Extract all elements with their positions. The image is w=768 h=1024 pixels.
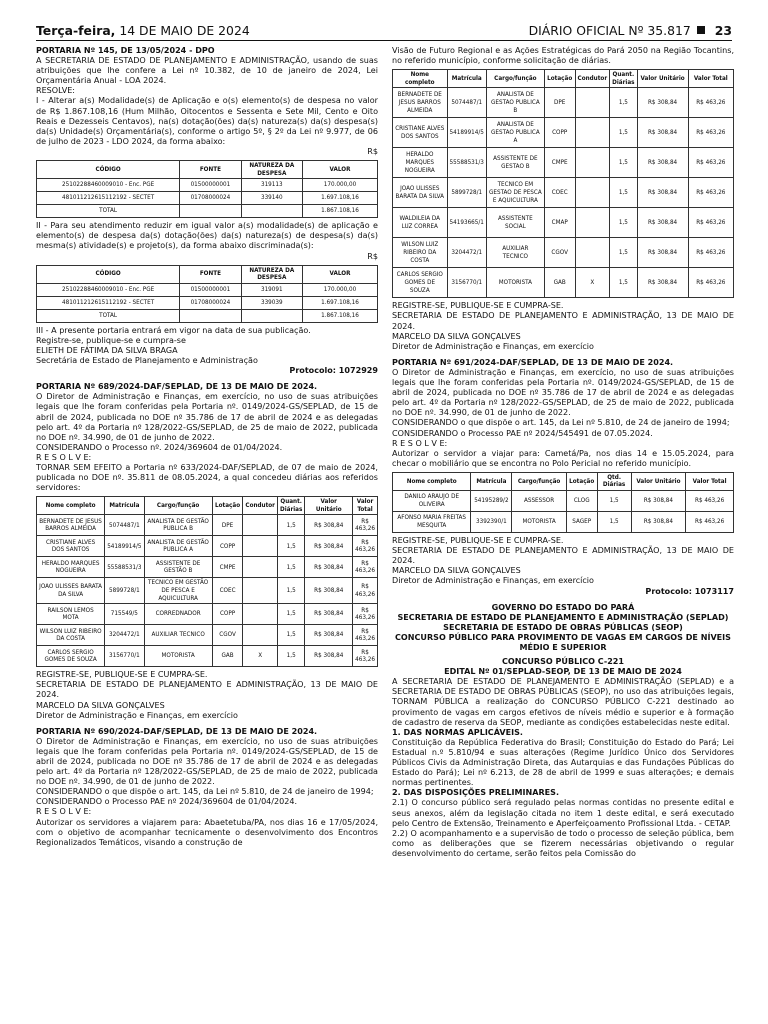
table-row: HERALDO MARQUES NOGUEIRA 55588531/3 ASSISTENTE DE GESTAO B CMPE 1,5 R$ 308,84 R$ 463,26 <box>393 148 734 178</box>
budget-table-decrease <box>36 265 378 323</box>
protocol-number: Protocolo: 1072929 <box>289 366 378 376</box>
protocol-number: Protocolo: 1073117 <box>645 586 734 596</box>
table-row: 25102288460009010 - Enc. PGE 01500000001 319113 170.000,00 <box>37 179 378 192</box>
table-row: RAILSON LEMOS MOTA 715549/5 CORREDNADOR COPP 1,5 R$ 308,84 R$ 463,26 <box>37 604 378 625</box>
table-header-row: Nome completo Matrícula Cargo/função Lotação Condutor Quant. Diárias Valor Unitário Valor Total <box>37 497 378 515</box>
table-row: BERNADETE DE JESUS BARROS ALMEIDA 5074487/1 ANALISTA DE GESTAO PUBLICA B DPE 1,5 R$ 308,84 R$ 463,26 <box>393 88 734 118</box>
header-journal: DIÁRIO OFICIAL Nº 35.817 23 <box>528 22 732 38</box>
table-row: WALDILEIA DA LUZ CORREA 54193665/1 ASSISTENTE SOCIAL CMAP 1,5 R$ 308,84 R$ 463,26 <box>393 208 734 238</box>
table-row: 481011212615112192 - SECTET 01708000024 339140 1.697.108,16 <box>37 192 378 205</box>
table-header-row: Nome completo Matrícula Cargo/função Lotação Condutor Quant. Diárias Valor Unitário Valor Total <box>393 70 734 88</box>
left-column: PORTARIA Nº 145, DE 13/05/2024 - DPO A SECRETARIA DE ESTADO DE PLANEJAMENTO E ADMINISTRAÇÃO, usando de suas atribuições que lhe confere a Lei nº 10.382, de 10 de janeiro de 2024, Lei Orçamentária Anual - LOA 2024. RESOLVE: I - Alterar a(s) Modalidade(s) de Aplicação e o(s) elemento(s) de despesa no valor de R$ 1.867.108,16 (Hum Milhão, Oitocentos e Sessenta e Sete Mil, Cento e Oito Reais e Dezesseis Centavos), na(s) dotação(ões) da(s) natureza(s) da(s) despesa(s) da(s) Unidade(s) Orçamentária(s), conforme o artigo 5º, § 2º da Lei nº 9.977, de 06 de julho de 2023 - LDO 2024, da forma abaixo: R$ CÓDIGO FONTE NATUREZA DA DESPESA VALOR 25102288460009010 - Enc. PGE 01500000001 319113 170.000,00 481011212615112192 - SECTET 01708000024 339140 1.697.108,16 TOTAL 1.867.108,16 II - Para seu atendimento reduzir em igual valor a(s) modalidade(s) de aplicação e elemento(s) de despesa da(s) dotação(ões) da(s) natureza(s) de despesa(s) da(s) mesma(s) atividade(s) e projeto(s), da forma abaixo discriminada(s): R$ CÓDIGO FONTE NATUREZA DA DESPESA VALOR 25102288460009010 - Enc. PGE 01500000001 319091 170.000,00 481011212615112192 - SECTET 01708000024 339039 1.697.108,16 TOTAL 1.867.108,16 III - A presente portaria entrará em vigor na data de sua publicação. Registre-se, publique-se e cumpra-se ELIETH DE FÁTIMA DA SILVA BRAGA Secretária de Estado de Planejamento e Administração Protocolo: 1072929 PORTARIA Nº 689/2024-DAF/SEPLAD, DE 13 DE MAIO DE 2024. O Diretor de Administração e Finanças, em exercício, no uso de suas atribuições legais que lhe foram conferidas pela Portaria nº. 0149/2024-GS/SEPLAD, de 15 de abril de 2024, publicada no DOE nº 35.786 de 17 de abril de 2024 e as delegadas pelo art. 4º da Portaria nº 128/2022-GS/SEPLAD, de 25 de maio de 2022, publicada no DOE nº. 34.990, de 01 de junho de 2022. CONSIDERANDO o Processo nº. 2024/369604 de 01/04/2024. R E S O L V E: TORNAR SEM EFEITO a Portaria nº 633/2024-DAF/SEPLAD, de 07 de maio de 2024, publicada no DOE nº. 35.811 de 08.05.2024, a qual concedeu diárias aos referidos servidores: Nome completo Matrícula Cargo/função Lotação Condutor Quant. Diárias Valor Unitário Valor Total BERNADETE DE JESUS BARROS ALMEIDA 5074487/1 ANALISTA DE GESTÃO PUBLICA B DPE 1,5 R$ 308,84 R$ 463,26 CRISTIANE ALVES DOS SANTOS 54189914/5 ANALISTA DE GESTÃO PUBLICA A COPP 1,5 R$ 308,84 R$ 463,26 HERALDO MARQUES NOGUEIRA 55588531/3 ASSISTENTE DE GESTÃO B CMPE 1,5 R$ 308,84 R$ 463,26 JOAO ULISSES BARATA DA SILVA 5899728/1 TECNICO EM GESTÃO DE PESCA E AQUICULTURA COEC 1,5 R$ 308,84 R$ 463,26 RAILSON LEMOS MOTA 715549/5 CORREDNADOR COPP 1,5 R$ 308,84 R$ 463,26 WILSON LUIZ RIBEIRO DA COSTA 3204472/1 AUXILIAR TECNICO CGOV 1,5 R$ 308,84 R$ 463,26 CARLOS SERGIO GOMES DE SOUZA 3156770/1 MOTORISTA GAB X 1,5 R$ 308,84 R$ 463,26 REGISTRE-SE, PUBLIQUE-SE E CUMPRA-SE. SECRETARIA DE ESTADO DE PLANEJAMENTO E ADMINISTRAÇÃO, 13 DE MAIO DE 2024. MARCELO DA SILVA GONÇALVES Diretor de Administração e Finanças, em exercício PORTARIA Nº 690/2024-DAF/SEPLAD, DE 13 DE MAIO DE 2024. O Diretor de Administração e Finanças, em exercício, no uso de suas atribuições legais que lhe foram conferidas pela Portaria nº. 0149/2024-GS/SEPLAD, de 15 de abril de 2024, publicada no DOE nº 35.786 de 17 de abril de 2024 e as delegadas pelo art. 4º da Portaria nº 128/2022-GS/SEPLAD, de 25 de maio de 2022, publicada no DOE nº. 34.990, de 01 de junho de 2022. CONSIDERANDO o que dispõe o art. 145, da Lei nº 5.810, de 24 de janeiro de 1994; CONSIDERANDO o Processo PAE nº 2024/369604 de 01/04/2024. R E S O L V E: Autorizar os servidores a viajarem para: Abaetetuba/PA, nos dias 16 e 17/05/2024, com o objetivo de acompanhar tecnicamente o desenvolvimento dos Encontros Regionalizados Temáticos, visando a construção de <box>36 46 378 847</box>
square-bullet-icon <box>697 26 705 34</box>
servers-table-690 <box>392 69 734 298</box>
servers-table-689 <box>36 496 378 667</box>
header-date: Terça-feira, 14 DE MAIO DE 2024 <box>36 22 250 38</box>
page-number: 23 <box>714 22 732 38</box>
table-row: JOAO ULISSES BARATA DA SILVA 5899728/1 TECNICO EM GESTAO DE PESCA E AQUICULTURA COEC 1,5 R$ 308,84 R$ 463,26 <box>393 178 734 208</box>
table-row: CARLOS SERGIO GOMES DE SOUZA 3156770/1 MOTORISTA GAB X 1,5 R$ 308,84 R$ 463,26 <box>37 646 378 667</box>
portaria-690-title: PORTARIA Nº 690/2024-DAF/SEPLAD, DE 13 DE MAIO DE 2024. <box>36 726 318 736</box>
table-row: CARLOS SERGIO GOMES DE SOUZA 3156770/1 MOTORISTA GAB X 1,5 R$ 308,84 R$ 463,26 <box>393 268 734 298</box>
portaria-691-title: PORTARIA Nº 691/2024-DAF/SEPLAD, DE 13 DE MAIO DE 2024. <box>392 357 674 367</box>
budget-table-increase <box>36 160 378 218</box>
table-row: WILSON LUIZ RIBEIRO DA COSTA 3204472/1 AUXILIAR TECNICO CGOV 1,5 R$ 308,84 R$ 463,26 <box>393 238 734 268</box>
edital-title: EDITAL Nº 01/SEPLAD-SEOP, DE 13 DE MAIO DE 2024 <box>444 667 682 677</box>
edital-gov: GOVERNO DO ESTADO DO PARÁ <box>491 602 635 612</box>
table-header-row: CÓDIGO FONTE NATUREZA DA DESPESA VALOR <box>37 161 378 179</box>
table-row: CRISTIANE ALVES DOS SANTOS 54189914/5 ANALISTA DE GESTÃO PUBLICA A COPP 1,5 R$ 308,84 R$ 463,26 <box>37 536 378 557</box>
page-header <box>36 22 732 38</box>
table-row: 481011212615112192 - SECTET 01708000024 339039 1.697.108,16 <box>37 296 378 309</box>
portaria-145-title: PORTARIA Nº 145, DE 13/05/2024 - DPO <box>36 46 215 55</box>
table-row: DANILO ARAUJO DE OLIVEIRA 54195289/2 ASSESSOR CLOG 1,5 R$ 308,84 R$ 463,26 <box>393 491 734 512</box>
table-row: AFONSO MARIA FREITAS MESQUITA 3392390/1 MOTORISTA SAGEP 1,5 R$ 308,84 R$ 463,26 <box>393 512 734 533</box>
servers-table-691 <box>392 472 734 533</box>
table-header-row: CÓDIGO FONTE NATUREZA DA DESPESA VALOR <box>37 265 378 283</box>
header-rule <box>36 40 732 41</box>
currency-label: R$ <box>367 146 378 156</box>
table-row: JOAO ULISSES BARATA DA SILVA 5899728/1 TECNICO EM GESTÃO DE PESCA E AQUICULTURA COEC 1,5 R$ 308,84 R$ 463,26 <box>37 578 378 604</box>
right-column: Visão de Futuro Regional e as Ações Estratégicas do Pará 2050 na Região Tocantins, no referido município, conforme solicitação de diárias. Nome completo Matrícula Cargo/função Lotação Condutor Quant. Diárias Valor Unitário Valor Total BERNADETE DE JESUS BARROS ALMEIDA 5074487/1 ANALISTA DE GESTAO PUBLICA B DPE 1,5 R$ 308,84 R$ 463,26 CRISTIANE ALVES DOS SANTOS 54189914/5 ANALISTA DE GESTAO PUBLICA A COPP 1,5 R$ 308,84 R$ 463,26 HERALDO MARQUES NOGUEIRA 55588531/3 ASSISTENTE DE GESTAO B CMPE 1,5 R$ 308,84 R$ 463,26 JOAO ULISSES BARATA DA SILVA 5899728/1 TECNICO EM GESTAO DE PESCA E AQUICULTURA COEC 1,5 R$ 308,84 R$ 463,26 WALDILEIA DA LUZ CORREA 54193665/1 ASSISTENTE SOCIAL CMAP 1,5 R$ 308,84 R$ 463,26 WILSON LUIZ RIBEIRO DA COSTA 3204472/1 AUXILIAR TECNICO CGOV 1,5 R$ 308,84 R$ 463,26 CARLOS SERGIO GOMES DE SOUZA 3156770/1 MOTORISTA GAB X 1,5 R$ 308,84 R$ 463,26 REGISTRE-SE, PUBLIQUE-SE E CUMPRA-SE. SECRETARIA DE ESTADO DE PLANEJAMENTO E ADMINISTRAÇÃO, 13 DE MAIO DE 2024. MARCELO DA SILVA GONÇALVES Diretor de Administração e Finanças, em exercício PORTARIA Nº 691/2024-DAF/SEPLAD, DE 13 DE MAIO DE 2024. O Diretor de Administração e Finanças, em exercício, no uso de suas atribuições legais que lhe foram conferidas pela Portaria nº. 0149/2024-GS/SEPLAD, de 15 de abril de 2024, publicada no DOE nº 35.786 de 17 de abril de 2024 e as delegadas pelo art. 4º da Portaria nº 128/2022-GS/SEPLAD, de 25 de maio de 2022, publicada no DOE nº. 34.990, de 01 de junho de 2022. CONSIDERANDO o que dispõe o art. 145, da Lei nº 5.810, de 24 de janeiro de 1994; CONSIDERANDO o Processo PAE nº 2024/545491 de 07.05.2024. R E S O L V E: Autorizar o servidor a viajar para: Cametá/Pa, nos dias 14 e 15.05.2024, para checar o mobiliário que se encontra no Polo Pericial no referido município. Nome completo Matrícula Cargo/função Lotação Qtd. Diárias Valor Unitário Valor Total DANILO ARAUJO DE OLIVEIRA 54195289/2 ASSESSOR CLOG 1,5 R$ 308,84 R$ 463,26 AFONSO MARIA FREITAS MESQUITA 3392390/1 MOTORISTA SAGEP 1,5 R$ 308,84 R$ 463,26 REGISTRE-SE, PUBLIQUE-SE E CUMPRA-SE. SECRETARIA DE ESTADO DE PLANEJAMENTO E ADMINISTRAÇÃO, 13 DE MAIO DE 2024. MARCELO DA SILVA GONÇALVES Diretor de Administração e Finanças, em exercício Protocolo: 1073117 GOVERNO DO ESTADO DO PARÁ SECRETARIA DE ESTADO DE PLANEJAMENTO E ADMINISTRAÇÃO (SEPLAD) SECRETARIA DE ESTADO DE OBRAS PÚBLICAS (SEOP) CONCURSO PÚBLICO PARA PROVIMENTO DE VAGAS EM CARGOS DE NÍVEIS MÉDIO E SUPERIOR CONCURSO PÚBLICO C-221 EDITAL Nº 01/SEPLAD-SEOP, DE 13 DE MAIO DE 2024 A SECRETARIA DE ESTADO DE PLANEJAMENTO E ADMINISTRAÇÃO (SEPLAD) e a SECRETARIA DE ESTADO DE OBRAS PÚBLICAS (SEOP), no uso das atribuições legais, TORNAM PÚBLICA a realização do CONCURSO PÚBLICO C-221 destinado ao provimento de vagas em cargos efetivos de níveis médio e superior e à formação de cadastro de reserva da SEOP, mediante as condições estabelecidas neste edital. 1. DAS NORMAS APLICÁVEIS. Constituição da República Federativa do Brasil; Constituição do Estado do Pará; Lei Estadual n.º 5.810/94 e suas alterações (Regime Jurídico Único dos Servidores Públicos Civis da Administração Direta, das Autarquias e das Fundações Públicas do Estado do Pará); Lei nº 6.213, de 28 de abril de 1999 e suas alterações; e demais normas pertinentes. 2. DAS DISPOSIÇÕES PRELIMINARES. 2.1) O concurso público será regulado pelas normas contidas no presente edital e seus anexos, além da legislação citada no item 1 deste edital, e será executado pelo Centro de Extensão, Treinamento e Aperfeiçoamento Profissional Ltda. - CETAP. 2.2) O acompanhamento e a supervisão de todo o processo de seleção pública, bem como as deliberações que se fizerem necessárias objetivando o regular desenvolvimento do certame, serão feitos pela Comissão do <box>392 46 734 858</box>
table-header-row: Nome completo Matrícula Cargo/função Lotação Qtd. Diárias Valor Unitário Valor Total <box>393 472 734 490</box>
table-row: WILSON LUIZ RIBEIRO DA COSTA 3204472/1 AUXILIAR TECNICO CGOV 1,5 R$ 308,84 R$ 463,26 <box>37 625 378 646</box>
portaria-689-title: PORTARIA Nº 689/2024-DAF/SEPLAD, DE 13 DE MAIO DE 2024. <box>36 382 318 392</box>
table-total-row: TOTAL 1.867.108,16 <box>37 205 378 218</box>
table-row: 25102288460009010 - Enc. PGE 01500000001 319091 170.000,00 <box>37 283 378 296</box>
table-row: BERNADETE DE JESUS BARROS ALMEIDA 5074487/1 ANALISTA DE GESTÃO PUBLICA B DPE 1,5 R$ 308,84 R$ 463,26 <box>37 515 378 536</box>
table-row: CRISTIANE ALVES DOS SANTOS 54189914/5 ANALISTA DE GESTAO PUBLICA A COPP 1,5 R$ 308,84 R$ 463,26 <box>393 118 734 148</box>
table-total-row: TOTAL 1.867.108,16 <box>37 309 378 322</box>
table-row: HERALDO MARQUES NOGUEIRA 55588531/3 ASSISTENTE DE GESTÃO B CMPE 1,5 R$ 308,84 R$ 463,26 <box>37 557 378 578</box>
